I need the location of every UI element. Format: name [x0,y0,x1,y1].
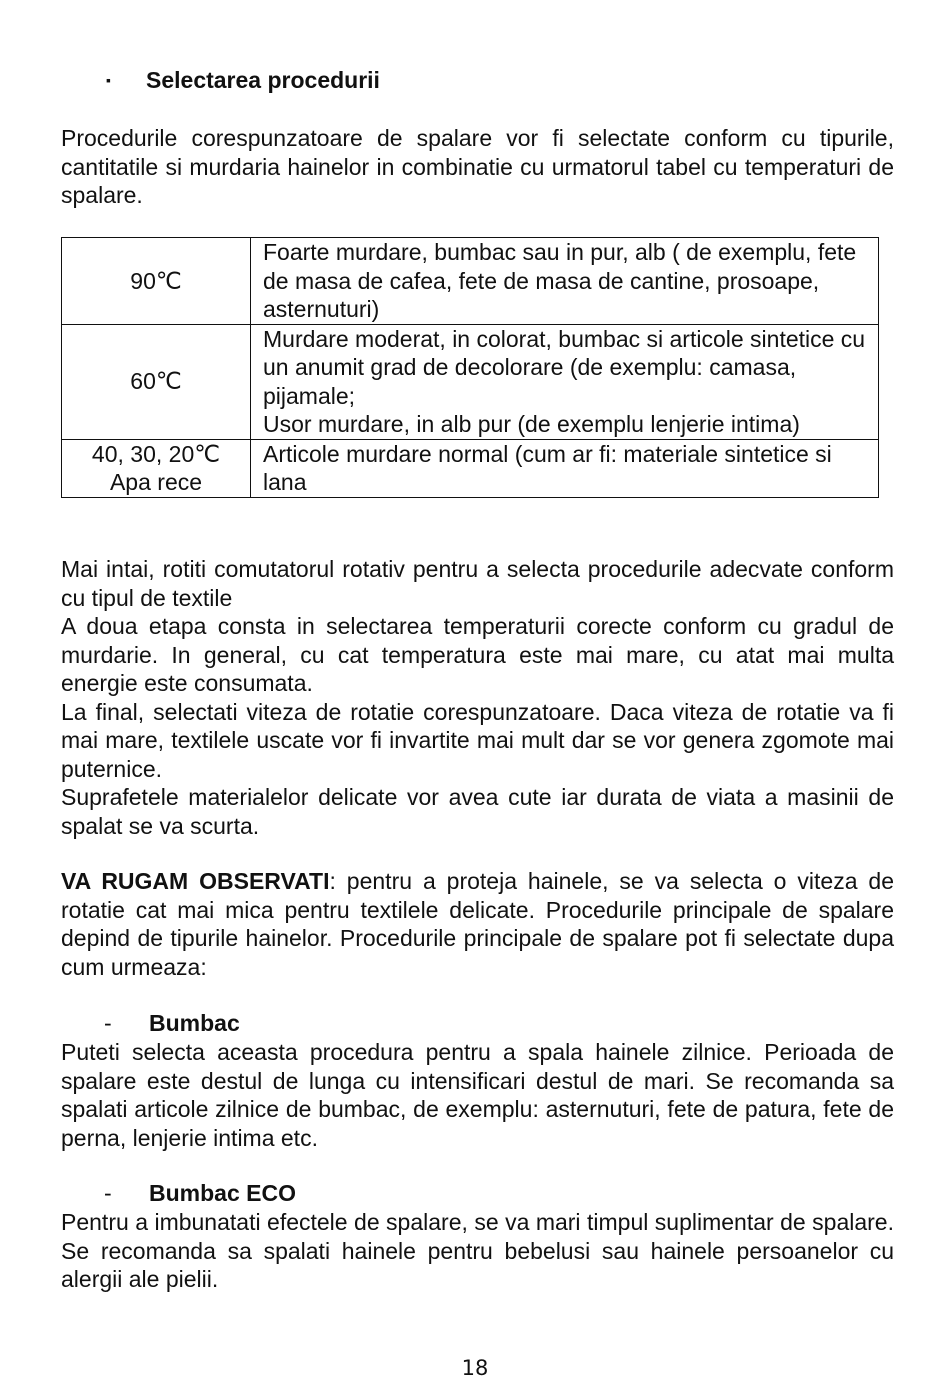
steps-block [61,555,894,840]
desc-line: Murdare moderat, in colorat, bumbac si articole sintetice cu un anumit grad de decolorare (de exemplu: camasa, pijamale; [263,325,866,409]
table-row [62,238,879,325]
desc-line: Usor murdare, in alb pur (de exemplu lenjerie intima) [263,411,800,437]
program-title: Bumbac ECO [149,1180,296,1206]
desc-cell: Foarte murdare, bumbac sau in pur, alb ( de exemplu, fete de masa de cafea, fete de masa de cantine, prosoape, asternuturi) [251,238,879,325]
note-paragraph [61,867,894,981]
desc-cell: Articole murdare normal (cum ar fi: materiale sintetice si lana [251,439,879,497]
temp-cell [62,439,251,497]
step-paragraph: Suprafetele materialelor delicate vor avea cute iar durata de viata a masinii de spalat se va scurta. [61,784,894,839]
table-row [62,324,879,439]
step-paragraph: A doua etapa consta in selectarea temperaturii corecte conform cu gradul de murdarie. In general, cu cat temperatura este mai mare, cu atat mai multa energie este consumata. [61,613,894,696]
temp-cell: 60℃ [62,324,251,439]
desc-cell [251,324,879,439]
program-heading [104,1179,296,1208]
section-heading [106,66,380,95]
dash-bullet: - [104,1180,112,1206]
intro-paragraph: Procedurile corespunzatoare de spalare vor fi selectate conform cu tipurile, cantitatile si murdaria hainelor in combinatie cu urmatorul tabel cu temperaturi de spalare. [61,125,894,208]
note-label: VA RUGAM OBSERVATI [61,868,330,894]
program-description: Puteti selecta aceasta procedura pentru a spala hainele zilnice. Perioada de spalare este destul de lunga cu intensificari destul de mari. Se recomanda sa spalati articole zilnice de bumbac, de exemplu: asternuturi, fete de patura, fete de perna, lenjerie intima etc. [61,1039,894,1151]
table-row [62,439,879,497]
dash-bullet: - [104,1010,112,1036]
temp-line: 40, 30, 20℃ [91,440,221,467]
page-number: 18 [461,1356,489,1380]
square-bullet-icon: ▪ [106,72,111,88]
program-description: Pentru a imbunatati efectele de spalare, se va mari timpul suplimentar de spalare. Se recomanda sa spalati hainele pentru bebelusi sau hainele persoanelor cu alergii ale pielii. [61,1209,894,1292]
temp-line: Apa rece [109,469,203,495]
step-paragraph: La final, selectati viteza de rotatie corespunzatoare. Daca viteza de rotatie va fi mai mare, textilele uscate vor fi invartite mai mult dar se vor genera zgomote mai puternice. [61,698,894,782]
note-text: : pentru a proteja hainele, se va selecta o viteza de rotatie cat mai mica pentru textilele delicate. Procedurile principale de spalare depind de tipurile hainelor. Procedurile principale de spalare pot fi selectate dupa cum urmeaza: [61,868,894,980]
temp-cell: 90℃ [62,238,251,325]
program-title: Bumbac [149,1010,240,1036]
section-title: Selectarea procedurii [146,67,380,93]
program-heading [104,1009,240,1038]
step-paragraph: Mai intai, rotiti comutatorul rotativ pentru a selecta procedurile adecvate conform cu tipul de textile [61,556,894,611]
temperature-table [61,237,879,498]
